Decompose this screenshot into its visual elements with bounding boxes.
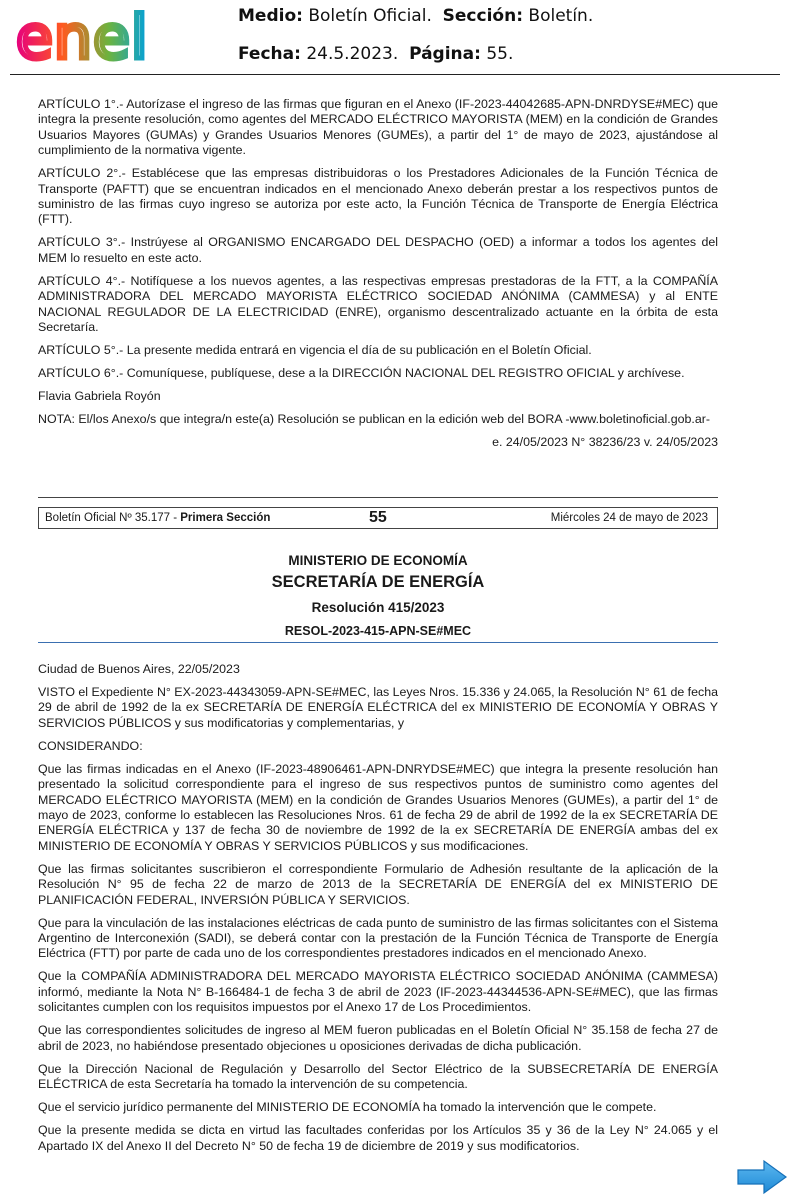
signatory: Flavia Gabriela Royón xyxy=(38,389,161,404)
resolution-number: Resolución 415/2023 xyxy=(311,600,445,615)
article-2: ARTÍCULO 2°.- Establécese que las empresas distribuidoras o los Prestadores Adicionales de la Función Técnica de Transporte (PAFTT) que se encuentran indicados en el mencionado Anexo deberán prestar a los respectivos puntos de suministro de las firmas cuyo ingreso se autoriza por este acto, la Función Técnica de Transporte de Energía Eléctrica (FTT). xyxy=(38,166,718,227)
considerando-8: Que la presente medida se dicta en virtud las facultades conferidas por los Artículos 35 y 36 de la Ley N° 24.065 y el Apartado IX del Anexo II del Decreto N° 50 de fecha 19 de diciembre de 2019 y sus modificatorios. xyxy=(38,1123,718,1153)
ministry-heading: MINISTERIO DE ECONOMÍA xyxy=(288,553,468,568)
article-6: ARTÍCULO 6°.- Comuníquese, publíquese, dese a la DIRECCIÓN NACIONAL DEL REGISTRO OFICIAL y archívese. xyxy=(38,366,685,381)
gazette-issue xyxy=(45,512,270,524)
medio-label: Medio: xyxy=(238,6,303,26)
gazette-issue-number: Boletín Oficial Nº 35.177 - xyxy=(45,512,181,524)
considerando-3: Que para la vinculación de las instalaciones eléctricas de cada punto de suministro de las firmas solicitantes con el Sistema Argentino de Interconexión (SADI), se deberá contar con la prestación de la Función Técnica de Transporte de Energía Eléctrica (FTT) por parte de cada uno de los correspondientes prestadores indicados en el mencionado Anexo. xyxy=(38,915,718,961)
pagina-label: Página: xyxy=(409,44,481,64)
header-divider xyxy=(10,74,780,75)
fecha-pagina-line xyxy=(238,44,513,64)
article-5: ARTÍCULO 5°.- La presente medida entrará en vigencia el día de su publicación en el Boletín Oficial. xyxy=(38,343,592,358)
gazette-date: Miércoles 24 de mayo de 2023 xyxy=(550,512,708,524)
resolution-code: RESOL-2023-415-APN-SE#MEC xyxy=(284,624,472,638)
seccion-value: Boletín. xyxy=(528,6,594,26)
resolution-body xyxy=(38,662,718,1162)
section-divider xyxy=(38,497,718,498)
secretariat-heading: SECRETARÍA DE ENERGÍA xyxy=(271,573,485,591)
fecha-value: 24.5.2023. xyxy=(306,44,399,64)
gazette-page-header xyxy=(38,507,718,529)
medio-seccion-line xyxy=(238,6,593,26)
publication-line: e. 24/05/2023 N° 38236/23 v. 24/05/2023 xyxy=(492,435,718,450)
considerando-2: Que las firmas solicitantes suscribieron el correspondiente Formulario de Adhesión resultante de la aplicación de la Resolución N° 95 de fecha 22 de marzo de 2013 de la SECRETARÍA DE ENERGÍA del ex MINISTERIO DE PLANIFICACIÓN FEDERAL, INVERSIÓN PÚBLICA Y SERVICIOS. xyxy=(38,861,718,907)
considerando-6: Que la Dirección Nacional de Regulación y Desarrollo del Sector Eléctrico de la SUBSECRETARÍA DE ENERGÍA ELÉCTRICA de esta Secretaría ha tomado la intervención de su competencia. xyxy=(38,1061,718,1092)
fecha-label: Fecha: xyxy=(238,44,301,64)
considerando-7: Que el servicio jurídico permanente del MINISTERIO DE ECONOMÍA ha tomado la intervención que le compete. xyxy=(38,1100,657,1115)
article-1: ARTÍCULO 1°.- Autorízase el ingreso de las firmas que figuran en el Anexo (IF-2023-44042685-APN-DNRDYSE#MEC) que integra la presente resolución, como agentes del MERCADO ELÉCTRICO MAYORISTA (MEM) en la condición de Grandes Usuarios Mayores (GUMAs) y Grandes Usuarios Menores (GUMEs), a partir del 1° de mayo de 2023, ajustándose al cumplimiento de la normativa vigente. xyxy=(38,97,718,158)
enel-logo xyxy=(14,4,184,70)
place-date: Ciudad de Buenos Aires, 22/05/2023 xyxy=(38,662,240,676)
previous-resolution-articles xyxy=(38,97,718,458)
considerando-1: Que las firmas indicadas en el Anexo (IF-2023-48906461-APN-DNRYDSE#MEC) que integra la presente resolución han presentado la solicitud correspondiente para el ingreso de sus respectivos puntos de suministro como agentes del MERCADO ELÉCTRICO MAYORISTA (MEM) en la condición de Grandes Usuarios Menores (GUMEs), a partir del 1° de mayo de 2023, conforme lo establecen las Resoluciones Nros. 61 de fecha 29 de abril de 1992 de la ex SECRETARÍA DE ENERGÍA ELÉCTRICA y 137 de fecha 30 de noviembre de 1992 de la ex SECRETARÍA DE ENERGÍA ambas del ex MINISTERIO DE ECONOMÍA Y OBRAS Y SERVICIOS PÚBLICOS y sus modificaciones. xyxy=(38,761,718,853)
seccion-label: Sección: xyxy=(442,6,523,26)
svg-text:enel: enel xyxy=(16,4,149,70)
considerando-heading: CONSIDERANDO: xyxy=(38,738,143,753)
article-4: ARTÍCULO 4°.- Notifíquese a los nuevos agentes, a las respectivas empresas prestadoras de la FTT, a la COMPAÑÍA ADMINISTRADORA DEL MERCADO MAYORISTA ELÉCTRICO SOCIEDAD ANÓNIMA (CAMMESA) y al ENTE NACIONAL REGULADOR DE LA ELECTRICIDAD (ENRE), organismo descentralizado actuante en la órbita de esta Secretaría. xyxy=(38,273,718,335)
annex-note: NOTA: El/los Anexo/s que integra/n este(a) Resolución se publican en la edición web del BORA -www.boletinoficial.gob.ar- xyxy=(38,412,710,427)
gazette-section: Primera Sección xyxy=(180,512,271,524)
considerando-5: Que las correspondientes solicitudes de ingreso al MEM fueron publicadas en el Boletín Oficial N° 35.158 de fecha 27 de abril de 2023, no habiéndose presentado objeciones u oposiciones derivadas de dicha publicación. xyxy=(38,1023,718,1053)
pagina-value: 55. xyxy=(486,44,514,64)
next-page-arrow-icon[interactable] xyxy=(736,1158,788,1196)
article-3: ARTÍCULO 3°.- Instrúyese al ORGANISMO ENCARGADO DEL DESPACHO (OED) a informar a todos los agentes del MEM lo resuelto en este acto. xyxy=(38,235,718,265)
medio-value: Boletín Oficial. xyxy=(308,6,432,26)
heading-divider xyxy=(38,642,718,643)
gazette-page-number: 55 xyxy=(369,509,387,526)
visto-paragraph: VISTO el Expediente N° EX-2023-44343059-APN-SE#MEC, las Leyes Nros. 15.336 y 24.065, la Resolución N° 61 de fecha 29 de abril de 1992 de la ex SECRETARÍA DE ENERGÍA ELÉCTRICA del ex MINISTERIO DE ECONOMÍA Y OBRAS Y SERVICIOS PÚBLICOS y sus modificatorias y complementarias, y xyxy=(38,685,718,730)
clipping-header xyxy=(0,0,800,80)
considerando-4: Que la COMPAÑÍA ADMINISTRADORA DEL MERCADO MAYORISTA ELÉCTRICO SOCIEDAD ANÓNIMA (CAMMESA) informó, mediante la Nota N° B-166484-1 de fecha 3 de abril de 2023 (IF-2023-44344536-APN-SE#MEC), que las firmas solicitantes cumplen con los requisitos impuestos por el Anexo 17 de Los Procedimientos. xyxy=(38,969,718,1015)
